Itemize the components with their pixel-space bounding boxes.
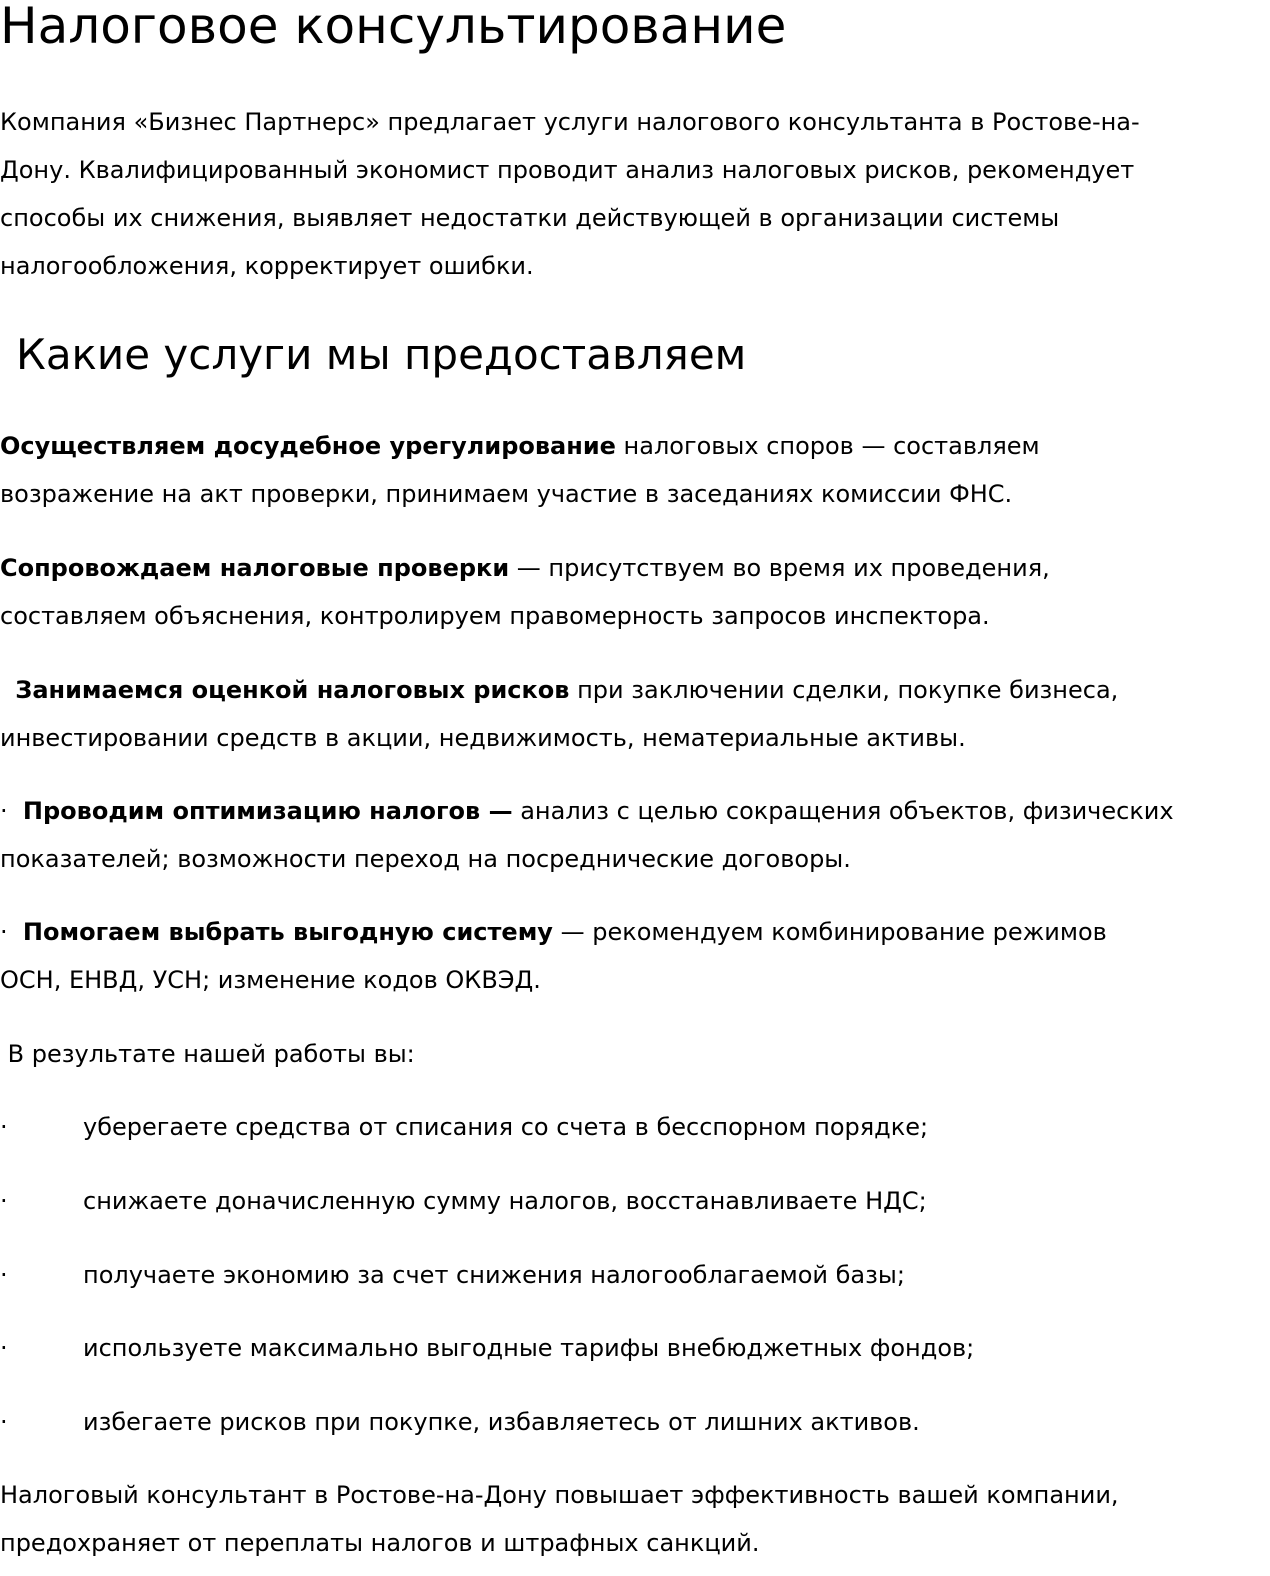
service-item-title: Проводим оптимизацию налогов — <box>22 797 513 825</box>
service-item-line2: ОСН, ЕНВД, УСН; изменение кодов ОКВЭД. <box>0 966 541 994</box>
service-item-text: при заключении сделки, покупке бизнеса, <box>569 676 1119 704</box>
conclusion-line: Налоговый консультант в Ростове-на-Дону повышает эффективность вашей компании, <box>0 1481 1119 1509</box>
service-item-lead: · <box>0 918 23 946</box>
result-item-text: получаете экономию за счет снижения налогооблагаемой базы; <box>83 1261 905 1289</box>
intro-line: налогообложения, корректирует ошибки. <box>0 252 534 280</box>
result-item-text: избегаете рисков при покупке, избавляетесь от лишних активов. <box>83 1408 920 1436</box>
bullet-dot-icon: · <box>0 1408 8 1436</box>
intro-line: Компания «Бизнес Партнерс» предлагает услуги налогового консультанта в Ростове-на- <box>0 108 1140 136</box>
service-item-line1 <box>0 666 1118 714</box>
service-item-line2: составляем объяснения, контролируем правомерность запросов инспектора. <box>0 602 990 630</box>
intro-line: способы их снижения, выявляет недостатки действующей в организации системы <box>0 204 1060 232</box>
page-title: Налоговое консультирование <box>0 0 787 55</box>
service-item-title: Помогаем выбрать выгодную систему <box>22 918 553 946</box>
service-item-title: Занимаемся оценкой налоговых рисков <box>15 676 570 704</box>
service-item-line1 <box>0 787 1174 835</box>
service-item-text: налоговых споров — составляем <box>615 432 1040 460</box>
service-item-lead: · <box>0 797 23 825</box>
bullet-dot-icon: · <box>0 1113 8 1141</box>
service-item-line2: возражение на акт проверки, принимаем участие в заседаниях комиссии ФНС. <box>0 480 1013 508</box>
service-item-text: — рекомендуем комбинирование режимов <box>552 918 1107 946</box>
bullet-dot-icon: · <box>0 1187 8 1215</box>
service-item-text: анализ с целью сокращения объектов, физических <box>512 797 1174 825</box>
bullet-dot-icon: · <box>0 1261 8 1289</box>
service-item-title: Сопровождаем налоговые проверки <box>0 554 510 582</box>
service-item-line2: инвестировании средств в акции, недвижимость, нематериальные активы. <box>0 724 966 752</box>
result-item-text: используете максимально выгодные тарифы внебюджетных фондов; <box>83 1334 975 1362</box>
service-item-text: — присутствуем во время их проведения, <box>509 554 1050 582</box>
service-item-line1 <box>0 544 1050 592</box>
services-heading: Какие услуги мы предоставляем <box>16 330 747 379</box>
bullet-dot-icon: · <box>0 1334 8 1362</box>
service-item-line1 <box>0 422 1040 470</box>
conclusion-line: предохраняет от переплаты налогов и штрафных санкций. <box>0 1529 760 1557</box>
service-item-title: Осуществляем досудебное урегулирование <box>0 432 616 460</box>
service-item-lead <box>0 676 15 704</box>
results-intro: В результате нашей работы вы: <box>0 1040 415 1068</box>
intro-line: Дону. Квалифицированный экономист проводит анализ налоговых рисков, рекомендует <box>0 156 1135 184</box>
service-item-line2: показателей; возможности переход на посреднические договоры. <box>0 845 851 873</box>
service-item-line1 <box>0 908 1107 956</box>
result-item-text: уберегаете средства от списания со счета в бесспорном порядке; <box>83 1113 929 1141</box>
result-item-text: снижаете доначисленную сумму налогов, восстанавливаете НДС; <box>83 1187 927 1215</box>
